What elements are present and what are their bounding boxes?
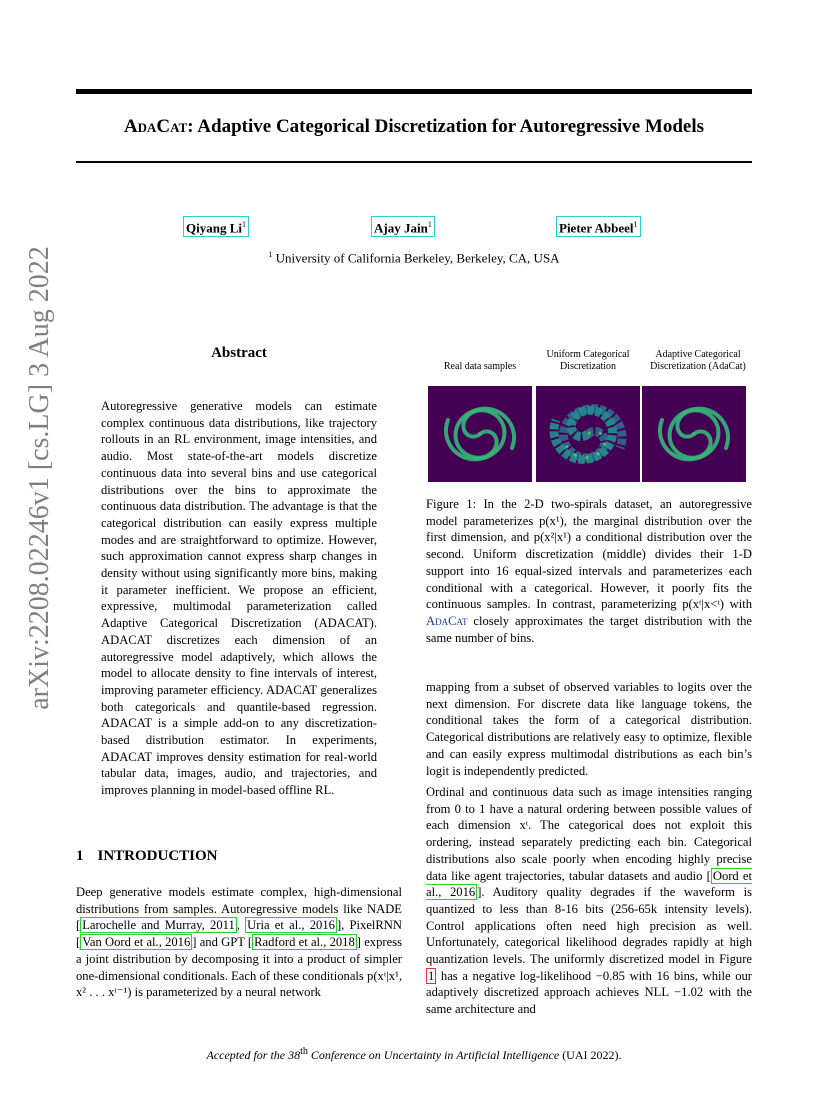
paper-title: AdaCat: Adaptive Categorical Discretization for Autoregressive Models: [123, 116, 705, 137]
intro-paragraph: Deep generative models estimate complex, high-dimensional distributions from samples. Autoregressive models like NADE [ Larochelle and Murray, 2011 , Uria et al., 2016 ], PixelRNN [ Van Oord et al., 2016 ] and GPT [ Radford et al., 2018 ] express a joint distribution by decomposing it into a product of simpler one-dimensional conditionals. Each of these conditionals p(xᵗ|x¹, x² . . . xᵗ⁻¹) is parameterized by a neural network: [76, 885, 402, 1000]
panel-uniform: [536, 386, 640, 482]
panel-real-samples: [428, 386, 532, 482]
figure-caption: Figure 1: In the 2-D two-spirals dataset, an autoregressive model parameterizes p(x¹), the marginal distribution over the first dimension, and p(x²|x¹) a conditional distribution over the second. Uniform discretization (middle) divides their 1-D support into 16 equal-sized intervals and parameterizes each conditional with a categorical. However, it poorly fits the continuous samples. In contrast, parameterizing p(xᵗ|x<ᵗ) with AdaCat closely approximates the target distribution with the same number of bins.: [426, 497, 752, 645]
citation[interactable]: Van Oord et al., 2016: [82, 935, 191, 950]
affiliation: $^1$ University of California Berkeley, Berkeley, CA, USA: [268, 250, 560, 266]
abstract-heading: Abstract: [211, 345, 267, 361]
section-heading: 1 INTRODUCTION: [76, 848, 218, 864]
fig-label-uniform: Uniform Categorical Discretization: [546, 349, 630, 372]
figure-ref[interactable]: 1: [428, 968, 435, 983]
arxiv-stamp: arXiv:2208.02246v1 [cs.LG] 3 Aug 2022: [24, 246, 55, 710]
right-paragraph-1: mapping from a subset of observed variables to logits over the next dimension. For discrete data like language tokens, the conditional takes the form of a categorical distribution. Categorical distributions are relatively easy to optimize, flexible and can easily express multimodal distributions as each bin’s logit is independently predicted.: [426, 680, 752, 778]
panel-adacat: [642, 386, 746, 482]
author-3[interactable]: Pieter Abbeel$^1$: [556, 216, 641, 237]
abstract-body: Autoregressive generative models can estimate complex continuous data distributions, like trajectory rollouts in an RL environment, image intensities, and audio. Most state-of-the-art models discretize continuous data into several bins and use categorical distributions over the bins to approximate the continuous data distribution. The advantage is that the categorical distribution can easily express multiple modes and are straightforward to optimize. However, such approximation cannot express sharp changes in density without using significantly more bins, making it parameter inefficient. We propose an efficient, expressive, multimodal parameterization called Adaptive Categorical Discretization (ADACAT). ADACAT discretizes each dimension of an autoregressive model adaptively, which allows the model to allocate density to fine intervals of interest, improving parameter efficiency. ADACAT generalizes both categoricals and quantile-based regression. ADACAT is a simple add-on to any discretization-based distribution estimator. In experiments, ADACAT improves density estimation for real-world tabular data, images, audio, and trajectories, and improves planning in model-based offline RL.: [101, 399, 377, 798]
footer-note: Accepted for the 38th Conference on Uncertainty in Artificial Intelligence (UAI 2022).: [206, 1046, 622, 1062]
citation[interactable]: Larochelle and Murray, 2011: [82, 918, 235, 933]
right-paragraph-2: Ordinal and continuous data such as image intensities ranging from 0 to 1 have a natural ordering between possible values of each dimension xᵗ. The categorical does not exploit this ordering, instead separately predicting each bin. Categorical distributions also scale poorly when encoding highly precise data like agent trajectories, tabular datasets and audio [ Oord et al., 2016 ]. Auditory quality degrades if the waveform is quantized to less than 8-16 bits (256-65k intensity levels). Control applications often need high precision as well. Unfortunately, categorical likelihood degrades rapidly at high quantization levels. The uniformly discretized model in Figure 1 has a negative log-likelihood −0.85 with 16 bins, while our adaptively discretized approach achieves NLL −1.02 with the same architecture and: [426, 785, 752, 1017]
citation[interactable]: Radford et al., 2018: [254, 935, 355, 950]
citation[interactable]: Uria et al., 2016: [247, 918, 335, 933]
fig-label-real: Real data samples: [443, 361, 517, 372]
author-2[interactable]: Ajay Jain$^1$: [371, 216, 435, 237]
top-rule: [76, 89, 752, 94]
title-rule: [76, 161, 752, 163]
author-1[interactable]: Qiyang Li$^1$: [183, 216, 249, 237]
fig-label-adacat: Adaptive Categorical Discretization (AdaCat): [650, 349, 746, 372]
citation[interactable]: Oord et al., 2016: [426, 868, 752, 900]
